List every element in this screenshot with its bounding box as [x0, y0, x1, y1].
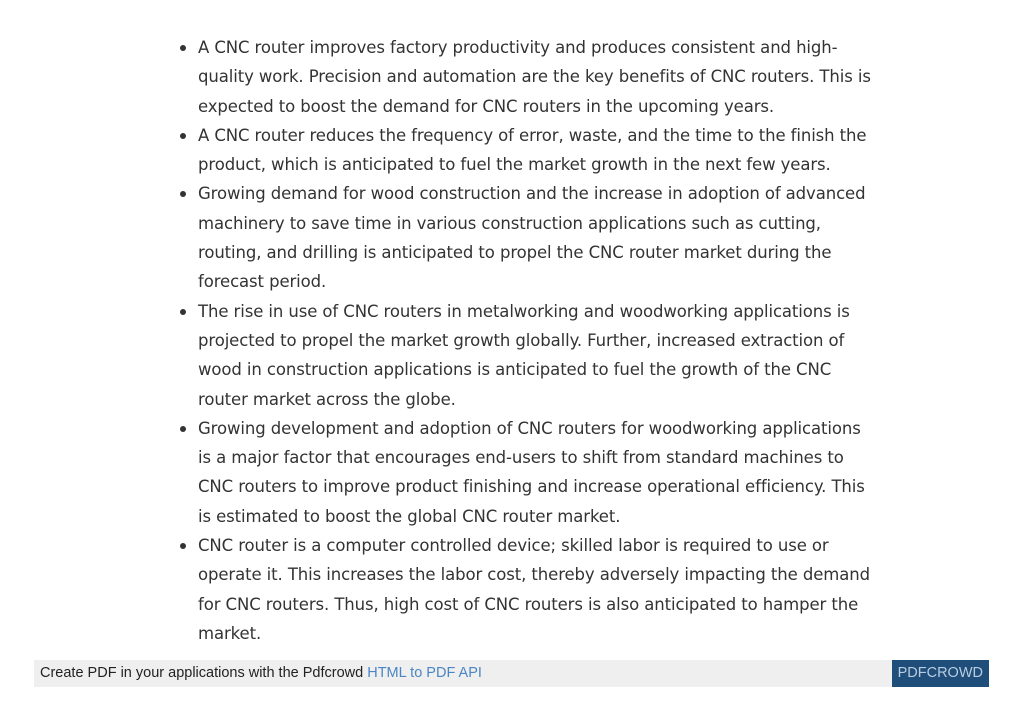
bullet-icon	[180, 191, 186, 197]
list-item-text: A CNC router reduces the frequency of error, waste, and the time to the finish the product, which is anticipated to fuel the market growth in the next few years.	[198, 125, 867, 175]
list-item-text: CNC router is a computer controlled device; skilled labor is required to use or operate it. This increases the labor cost, thereby adversely impacting the demand for CNC routers. Thus, high cost of CNC routers is also anticipated to hamper the market.	[198, 536, 870, 643]
bullet-icon	[180, 543, 186, 549]
list-item	[172, 297, 872, 414]
list-item-text: The rise in use of CNC routers in metalworking and woodworking applications is projected to propel the market growth globally. Further, increased extraction of wood in construction applications is anticipated to fuel the growth of the CNC router market across the globe.	[198, 301, 850, 409]
pdfcrowd-badge-link[interactable]: PDFCROWD	[892, 660, 989, 687]
list-item-text: Growing development and adoption of CNC routers for woodworking applications is a major factor that encourages end-users to shift from standard machines to CNC routers to improve product finishing and increase operational efficiency. This is estimated to boost the global CNC router market.	[198, 418, 865, 526]
list-item	[172, 414, 872, 531]
list-item	[172, 179, 872, 296]
footer-text	[40, 665, 482, 681]
list-item	[172, 531, 872, 648]
pdfcrowd-footer-bar	[34, 660, 989, 687]
document-body	[172, 33, 872, 648]
bullet-icon	[180, 426, 186, 432]
bullet-list	[172, 33, 872, 648]
bullet-icon	[180, 133, 186, 139]
list-item-text: Growing demand for wood construction and the increase in adoption of advanced machinery to save time in various construction applications such as cutting, routing, and drilling is anticipated to propel the CNC router market during the forecast period.	[198, 184, 866, 292]
list-item-text: A CNC router improves factory productivity and produces consistent and high-quality work. Precision and automation are the key benefits of CNC routers. This is expected to boost the demand for CNC routers in the upcoming years.	[198, 38, 871, 116]
bullet-icon	[180, 45, 186, 51]
html-to-pdf-api-link[interactable]: HTML to PDF API	[367, 665, 482, 681]
footer-prefix: Create PDF in your applications with the Pdfcrowd	[40, 665, 368, 681]
bullet-icon	[180, 309, 186, 315]
list-item	[172, 121, 872, 180]
list-item	[172, 33, 872, 121]
